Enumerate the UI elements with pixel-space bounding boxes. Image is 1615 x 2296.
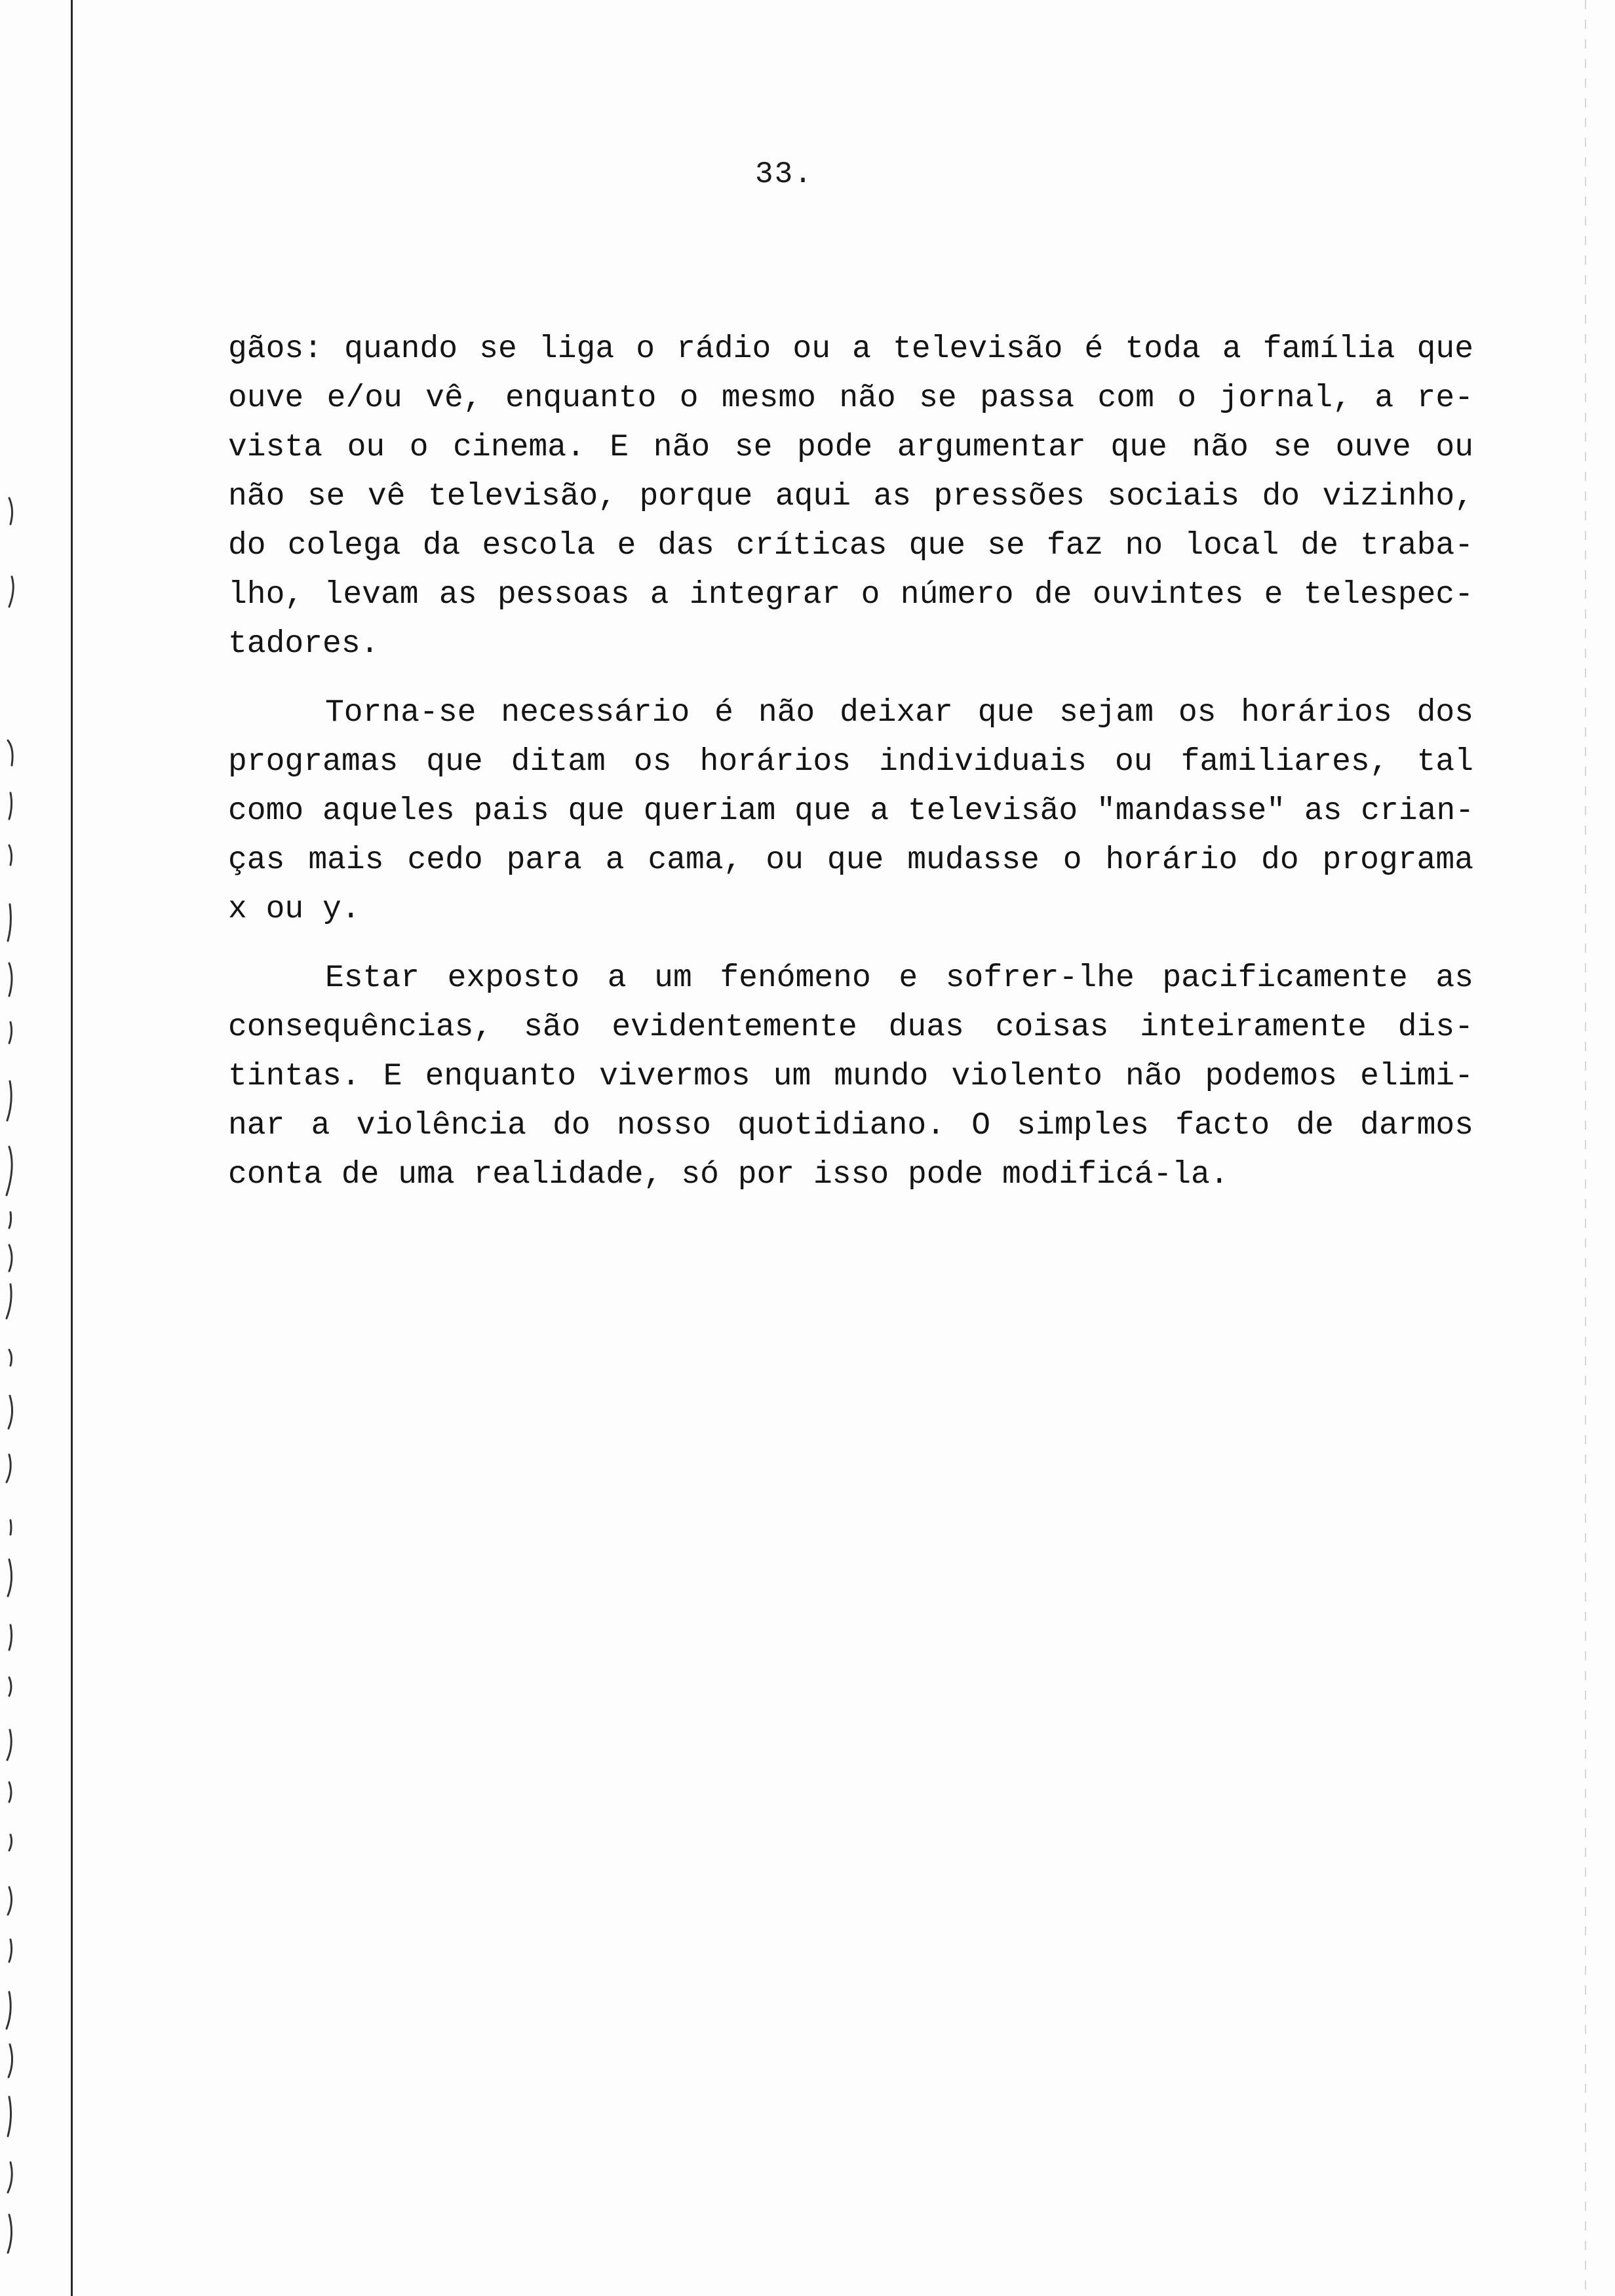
scan-margin-marks	[0, 0, 26, 2296]
paragraph-1	[228, 325, 1473, 669]
text-line: consequências, são evidentemente duas coisas inteiramente dis-	[228, 1010, 1473, 1045]
text-line: conta de uma realidade, só por isso pode modificá-la.	[228, 1157, 1229, 1193]
paragraph-gap	[228, 934, 1473, 954]
page-number: 33.	[755, 157, 813, 191]
text-line: como aqueles pais que queriam que a televisão "mandasse" as crian-	[228, 794, 1475, 829]
text-line: lho, levam as pessoas a integrar o número de ouvintes e telespec-	[228, 577, 1473, 613]
body-text	[228, 325, 1473, 1200]
text-line: x ou y.	[228, 892, 360, 927]
text-line: vista ou o cinema. E não se pode argumentar que não se ouve ou	[228, 430, 1473, 465]
text-line: Torna-se necessário é não deixar que sejam os horários dos	[325, 695, 1473, 731]
paragraph-3	[228, 954, 1473, 1200]
text-line: Estar exposto a um fenómeno e sofrer-lhe pacificamente as	[325, 961, 1473, 996]
text-line: do colega da escola e das críticas que se faz no local de traba-	[228, 528, 1473, 564]
text-line: programas que ditam os horários individuais ou familiares, tal	[228, 744, 1473, 780]
paragraph-2	[228, 689, 1473, 934]
text-line: ouve e/ou vê, enquanto o mesmo não se passa com o jornal, a re-	[228, 381, 1473, 416]
text-line: nar a violência do nosso quotidiano. O simples facto de darmos	[228, 1108, 1473, 1143]
text-line: tadores.	[228, 626, 379, 662]
text-line: não se vê televisão, porque aqui as pressões sociais do vizinho,	[228, 479, 1473, 514]
binding-edge-line	[71, 0, 73, 2296]
text-line: gãos: quando se liga o rádio ou a televisão é toda a família que	[228, 332, 1473, 367]
text-line: tintas. E enquanto vivermos um mundo violento não podemos elimi-	[228, 1059, 1473, 1094]
text-line: ças mais cedo para a cama, ou que mudasse o horário do programa	[228, 843, 1473, 878]
scan-right-edge	[1585, 0, 1586, 2296]
paragraph-gap	[228, 669, 1473, 689]
